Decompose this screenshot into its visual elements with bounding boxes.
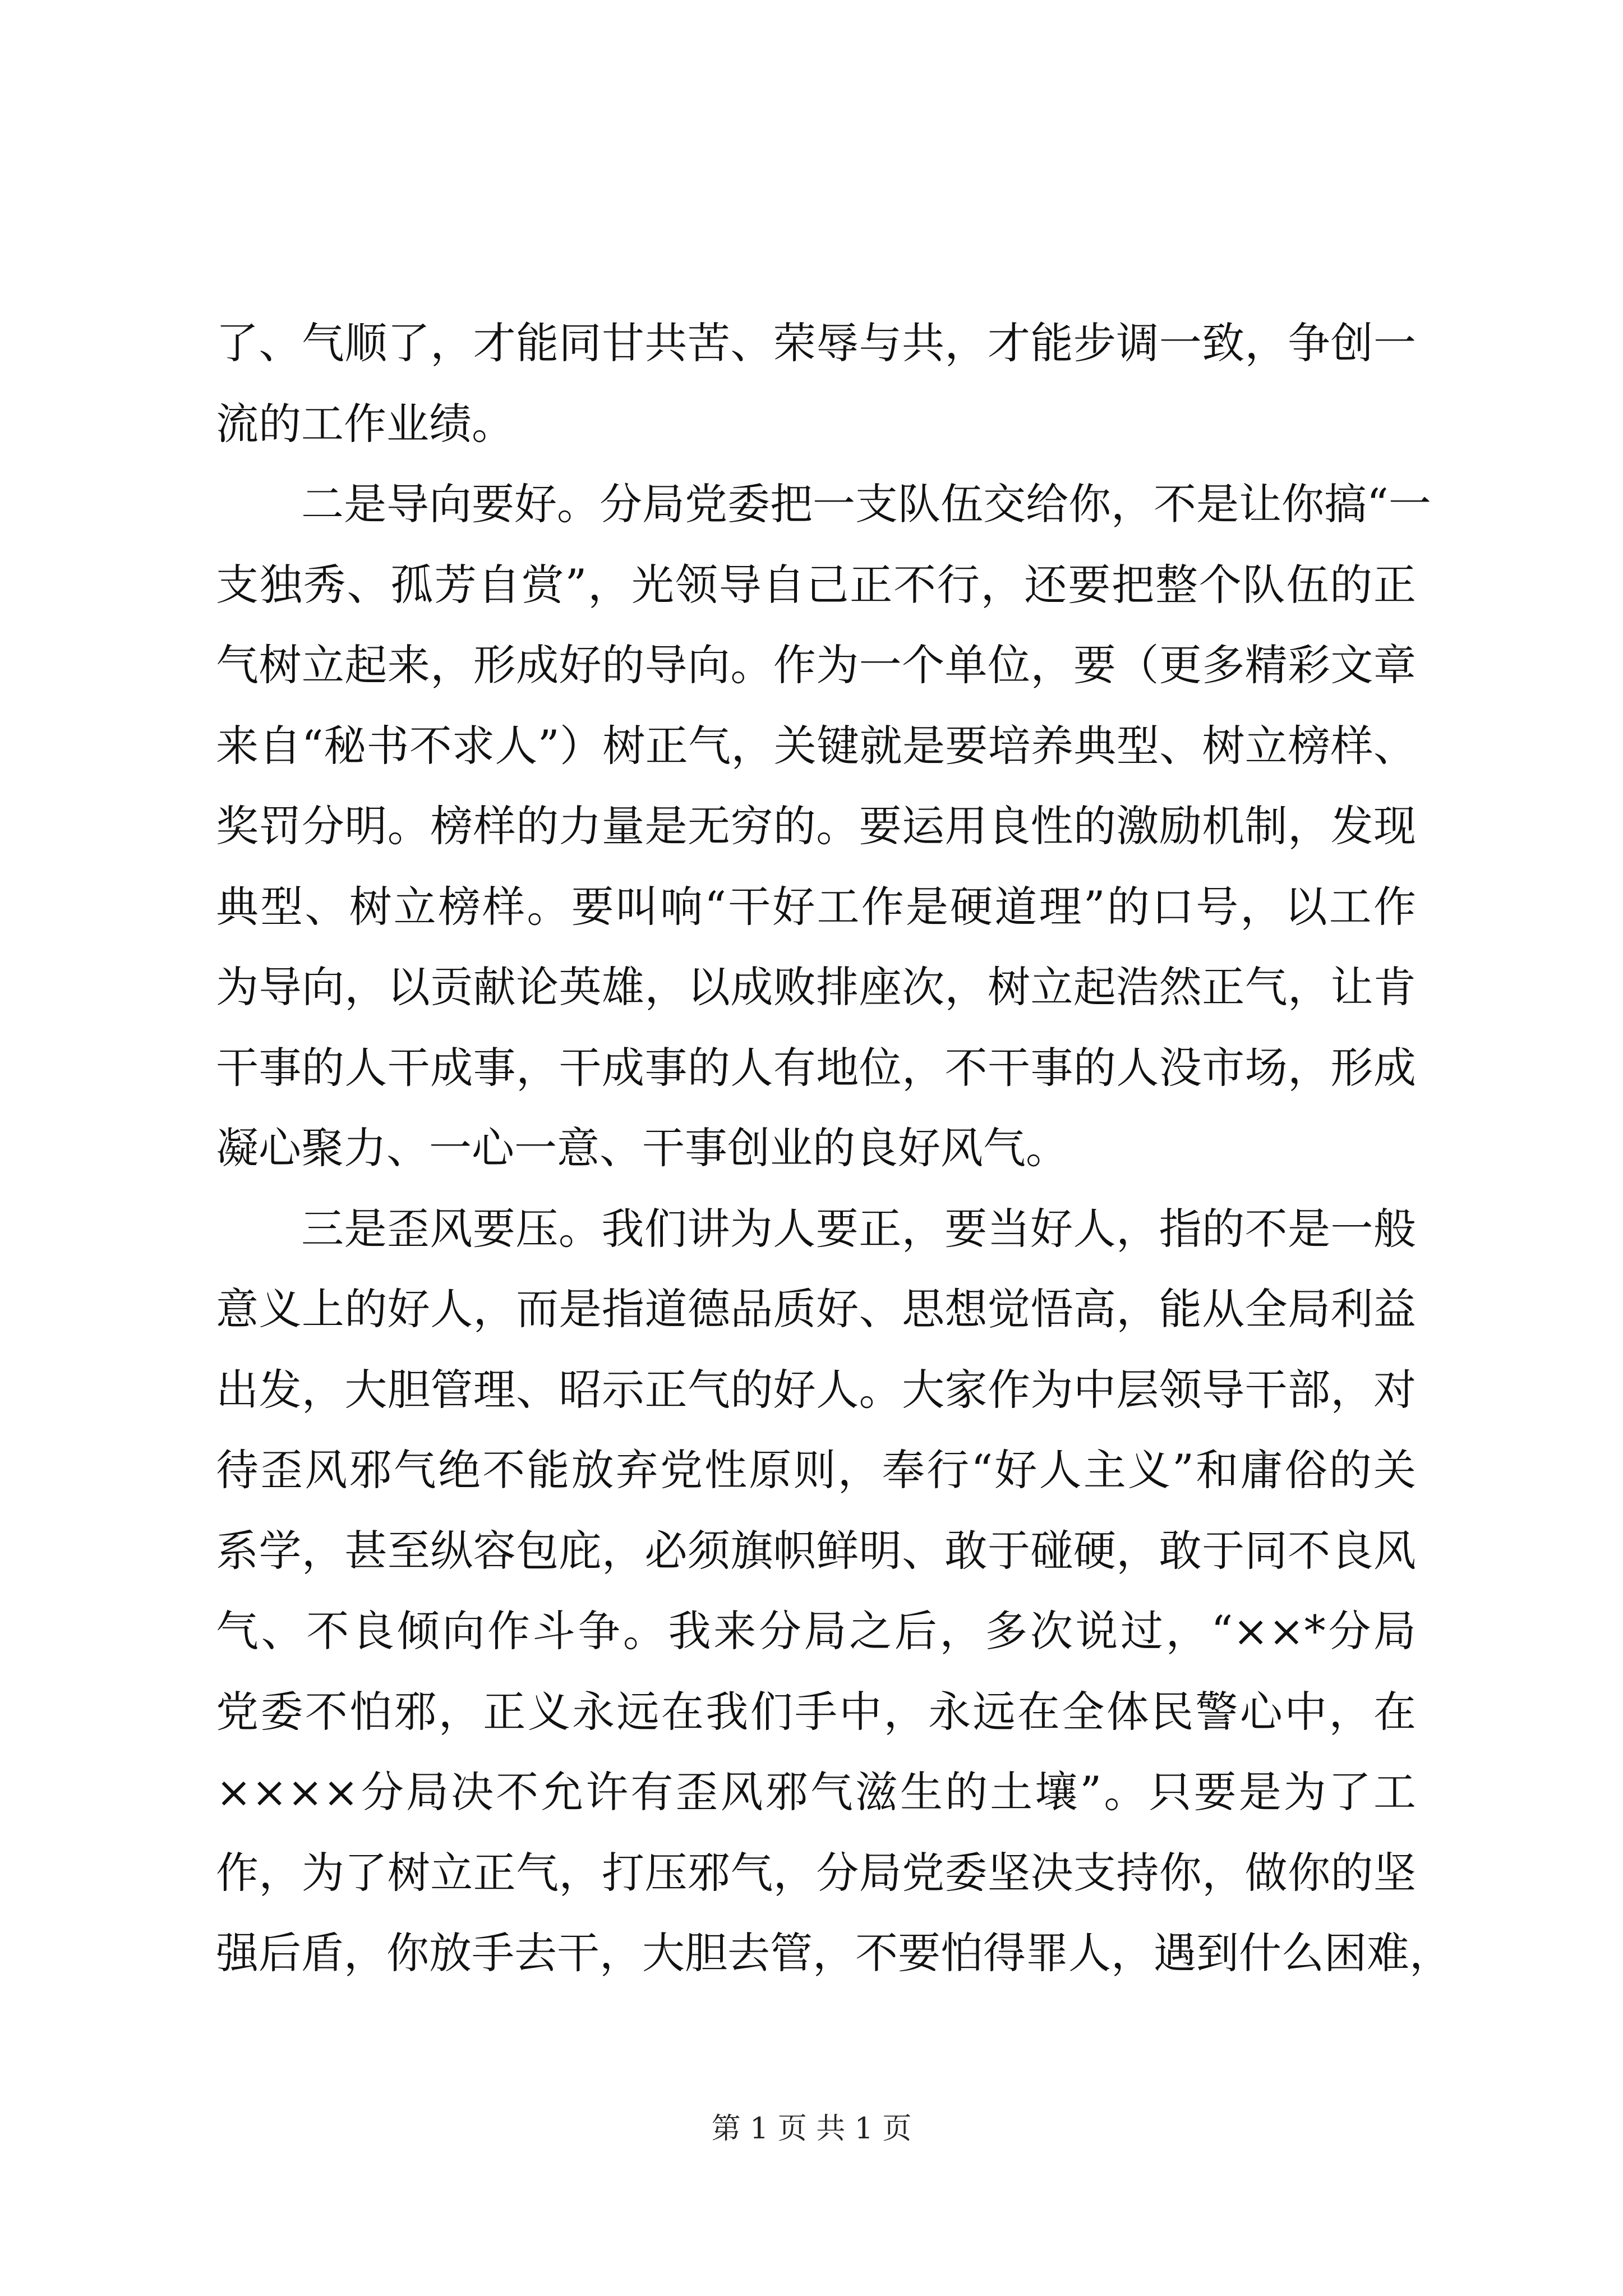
text-line: 奖罚分明。榜样的力量是无穷的。要运用良性的激励机制，发现 — [216, 801, 1416, 851]
text-line: 作，为了树立正气，打压邪气，分局党委坚决支持你，做你的坚 — [216, 1847, 1416, 1898]
document-body — [216, 303, 1452, 1994]
text-line: 待歪风邪气绝不能放弃党性原则，奉行“好人主义”和庸俗的关 — [216, 1445, 1416, 1495]
text-line: 来自“秘书不求人”）树正气，关键就是要培养典型、树立榜样、 — [216, 720, 1416, 771]
text-line: ××××分局决不允许有歪风邪气滋生的土壤”。只要是为了工 — [216, 1767, 1416, 1817]
text-line: 了、气顺了，才能同甘共苦、荣辱与共，才能步调一致，争创一 — [216, 318, 1416, 368]
text-line: 意义上的好人，而是指道德品质好、思想觉悟高，能从全局利益 — [216, 1284, 1416, 1334]
text-line: 二是导向要好。分局党委把一支队伍交给你，不是让你搞“一 — [301, 479, 1431, 529]
text-line: 典型、树立榜样。要叫响“干好工作是硬道理”的口号，以工作 — [216, 881, 1416, 932]
text-line: 凝心聚力、一心一意、干事创业的良好风气。 — [216, 1123, 1068, 1173]
page-footer: 第 1 页 共 1 页 — [711, 2112, 912, 2146]
text-line: 气树立起来，形成好的导向。作为一个单位，要（更多精彩文章 — [216, 640, 1416, 690]
text-line: 干事的人干成事，干成事的人有地位，不干事的人没市场，形成 — [216, 1042, 1416, 1093]
text-line: 强后盾，你放手去干，大胆去管，不要怕得罪人，遇到什么困难， — [216, 1928, 1452, 1978]
text-line: 气、不良倾向作斗争。我来分局之后，多次说过，“××*分局 — [216, 1606, 1416, 1656]
text-line: 三是歪风要压。我们讲为人要正，要当好人，指的不是一般 — [301, 1203, 1416, 1254]
text-line: 党委不怕邪，正义永远在我们手中，永远在全体民警心中，在 — [216, 1686, 1416, 1737]
text-line: 出发，大胆管理、昭示正气的好人。大家作为中层领导干部，对 — [216, 1364, 1416, 1415]
text-line: 为导向，以贡献论英雄，以成败排座次，树立起浩然正气，让肯 — [216, 962, 1416, 1012]
text-line: 流的工作业绩。 — [216, 398, 514, 449]
text-line: 支独秀、孤芳自赏”，光领导自己正不行，还要把整个队伍的正 — [216, 559, 1416, 610]
text-line: 系学，甚至纵容包庇，必须旗帜鲜明、敢于碰硬，敢于同不良风 — [216, 1525, 1416, 1576]
